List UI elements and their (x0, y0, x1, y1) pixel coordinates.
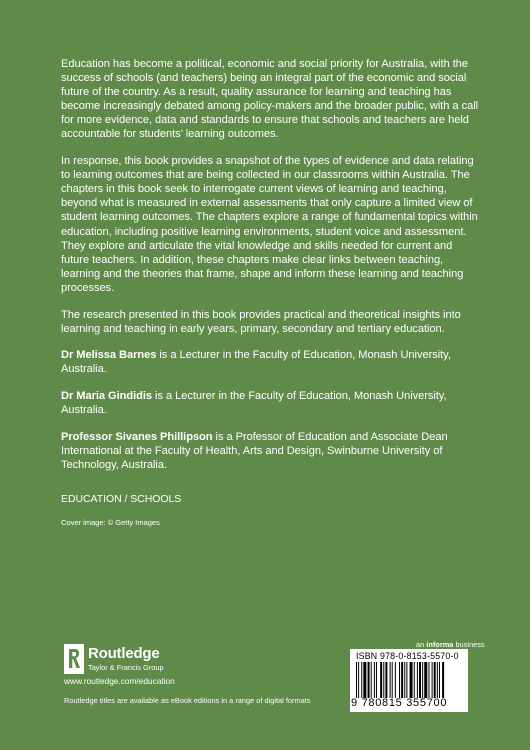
barcode-bar (432, 662, 433, 698)
barcode-bar (385, 662, 387, 698)
barcode-bar (442, 662, 444, 698)
author-description: is a Lecturer in the Faculty of Education, Monash University, Australia. (61, 389, 447, 416)
author-name: Dr Maria Gindidis (61, 389, 152, 402)
barcode-bar (439, 662, 440, 698)
author-bio (61, 348, 481, 376)
informa-brand: informa (426, 640, 454, 649)
barcode-bar (406, 662, 407, 698)
author-bio (61, 430, 481, 472)
isbn-number: ISBN 978-0-8153-5570-0 (356, 651, 459, 661)
barcode-bar (401, 662, 403, 698)
barcode-bar (428, 662, 429, 698)
routledge-logo-icon (64, 644, 84, 674)
barcode-bars (356, 662, 462, 698)
barcode-bar (371, 662, 372, 698)
barcode-bar (368, 662, 370, 698)
barcode-bar (358, 662, 359, 698)
barcode-bar (410, 662, 413, 698)
barcode-bar (383, 662, 384, 698)
barcode-bar (395, 662, 396, 698)
barcode-bar (363, 662, 366, 698)
barcode-bar (380, 662, 382, 698)
barcode-bar (419, 662, 421, 698)
barcode-bar (404, 662, 405, 698)
isbn-barcode (350, 649, 468, 712)
barcode-bar (417, 662, 418, 698)
informa-suffix: business (453, 640, 485, 649)
barcode-digits: 9 780815 355700 (351, 697, 448, 709)
barcode-bar (390, 662, 391, 698)
back-cover-text (61, 57, 481, 530)
barcode-bar (414, 662, 415, 698)
informa-business-label (416, 640, 485, 649)
barcode-bar (376, 662, 377, 698)
informa-prefix: an (416, 640, 427, 649)
barcode-bar (392, 662, 393, 698)
blurb-paragraph-1: Education has become a political, economic and social priority for Australia, with the success of schools (and teachers) being an integral part of the economic and social future of the country. As a result, quality assurance for learning and teaching has become increasingly debated among policy-makers and the broader public, with a call for more evidence, data and standards to ensure that schools and teachers are held accountable for students’ learning outcomes. (61, 58, 479, 141)
barcode-bar (399, 662, 400, 698)
ebook-note: Routledge titles are available as eBook editions in a range of digital formats (64, 696, 311, 705)
author-description: is a Lecturer in the Faculty of Education, Monash University, Australia. (61, 349, 451, 376)
subject-category: EDUCATION / SCHOOLS (61, 492, 182, 505)
barcode-bar (437, 662, 438, 698)
barcode-bar (374, 662, 375, 698)
author-bio (61, 389, 481, 417)
blurb-paragraph-2: In response, this book provides a snapshot of the types of evidence and data relating to learning outcomes that are being collected in our classrooms within Australia. The chapters in this book seek to interrogate current views of learning and teaching, beyond what is measured in external assessments that only capture a limited view of student learning outcomes. The chapters explore a range of fundamental topics within education, including positive learning environments, student voice and assessment. They explore and articulate the vital knowledge and skills needed for current and future teachers. In addition, these chapters make clear links between teaching, learning and the theories that frame, shape and inform these learning and teaching processes. (61, 155, 478, 294)
barcode-bar (424, 662, 427, 698)
publisher-group: Taylor & Francis Group (88, 663, 164, 672)
blurb-paragraph-3: The research presented in this book provides practical and theoretical insights into learning and teaching in early years, primary, secondary and tertiary education. (61, 308, 461, 335)
publisher-website[interactable]: www.routledge.com/education (64, 676, 175, 686)
author-description: is a Professor of Education and Associate Dean International at the Faculty of Health, Arts and Design, Swinburne University of Technology, Australia. (61, 430, 448, 471)
barcode-bar (356, 662, 357, 698)
author-name: Dr Melissa Barnes (61, 349, 157, 362)
author-name: Professor Sivanes Phillipson (61, 430, 213, 443)
barcode-bar (422, 662, 423, 698)
publisher-name: Routledge (88, 645, 160, 662)
cover-image-credit: Cover image: © Getty Images (61, 517, 160, 527)
barcode-bar (361, 662, 362, 698)
barcode-bar (434, 662, 436, 698)
